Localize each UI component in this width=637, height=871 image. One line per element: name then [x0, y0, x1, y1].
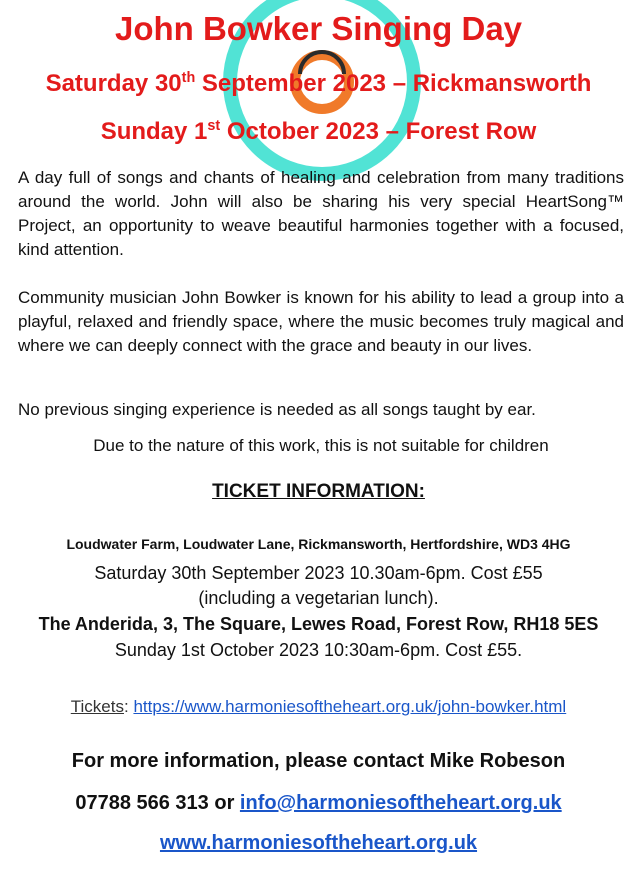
venue-rickmansworth: Loudwater Farm, Loudwater Lane, Rickmansworth, Hertfordshire, WD3 4HG: [66, 536, 571, 552]
page-title: John Bowker Singing Day: [114, 10, 523, 47]
tickets-label: Tickets: [70, 697, 124, 716]
ticket-heading: TICKET INFORMATION:: [212, 481, 425, 502]
experience-note: No previous singing experience is needed as all songs taught by ear.: [18, 400, 536, 419]
tickets-link[interactable]: https://www.harmoniesoftheheart.org.uk/john-bowker.html: [133, 697, 567, 716]
tickets-line: Tickets: https://www.harmoniesoftheheart.org.uk/john-bowker.html: [70, 697, 567, 716]
details-rickmansworth: Saturday 30th September 2023 10.30am-6pm. Cost £55 (including a vegetarian lunch).: [94, 563, 543, 608]
intro-paragraph: A day full of songs and chants of healing and celebration from many traditions around the world. John will also be sharing his very special HeartSong™ Project, an opportunity to weave beautiful harmonies together with a focused, kind attention.: [18, 168, 624, 259]
website-line: [0, 832, 637, 855]
event-date-forest-row: Sunday 1st October 2023 – Forest Row: [100, 118, 537, 145]
email-link[interactable]: info@harmoniesoftheheart.org.uk: [239, 792, 562, 814]
contact-line: For more information, please contact Mike Robeson: [71, 750, 566, 772]
phone-email-line: [0, 792, 637, 815]
about-paragraph: Community musician John Bowker is known for his ability to lead a group into a playful, relaxed and friendly space, where the music becomes truly magical and where we can deeply connect with the grace and beauty in our lives.: [18, 288, 624, 355]
venue-forest-row: The Anderida, 3, The Square, Lewes Road, Forest Row, RH18 5ES: [38, 614, 599, 634]
details-forest-row: Sunday 1st October 2023 10:30am-6pm. Cost £55.: [114, 640, 523, 660]
phone-number: 07788 566 313 or: [75, 792, 240, 814]
event-date-rickmansworth: Saturday 30th September 2023 – Rickmansworth: [45, 70, 592, 97]
children-note: Due to the nature of this work, this is not suitable for children: [93, 436, 549, 455]
website-link[interactable]: www.harmoniesoftheheart.org.uk: [159, 832, 478, 854]
